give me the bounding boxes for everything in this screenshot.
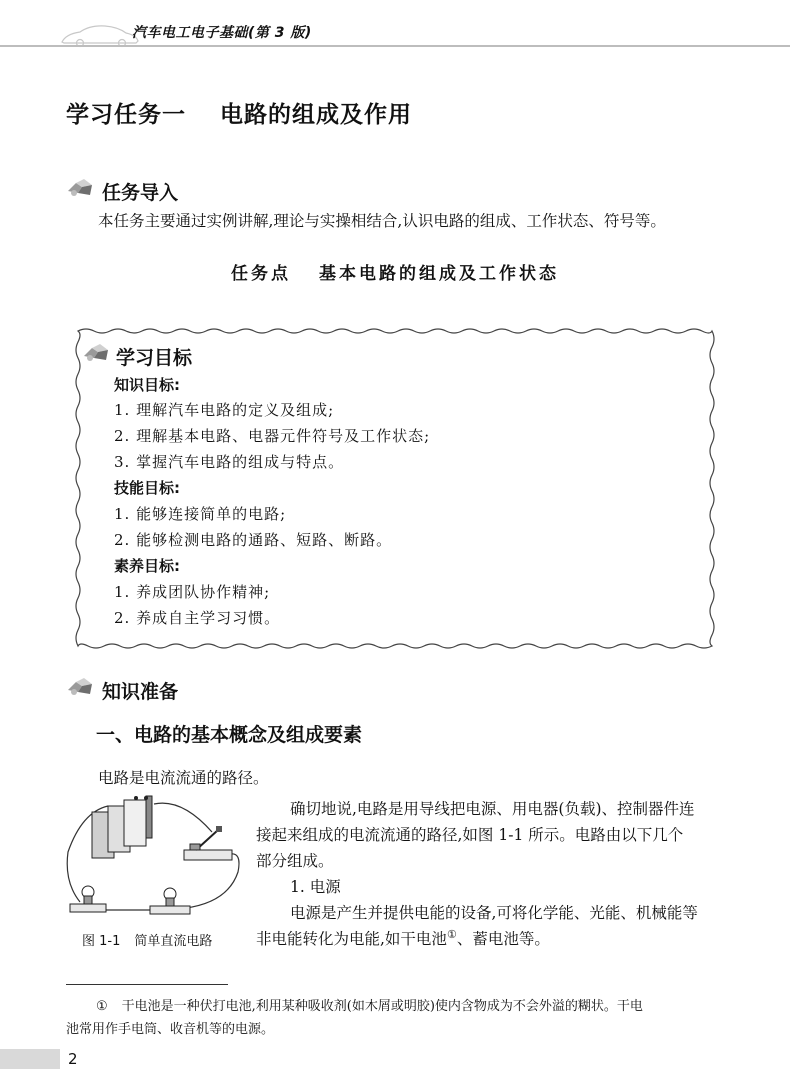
page-number-bar (0, 1049, 60, 1069)
knife-switch-icon (184, 826, 232, 860)
bulb-icon (150, 888, 190, 914)
figure-caption-text: 简单直流电路 (134, 934, 213, 949)
circuit-definition: 电路是电流流通的路径。 (98, 769, 269, 787)
knowledge-prep-heading: 知识准备 (102, 681, 179, 703)
quality-goals-title: 素养目标: (114, 557, 180, 575)
section-title: 一、电路的基本概念及组成要素 (96, 724, 363, 746)
figure-caption (82, 930, 212, 949)
footnote-line (96, 996, 643, 1018)
paragraph-text: 、蓄电池等。 (456, 930, 550, 948)
task-point-name: 基本电路的组成及工作状态 (319, 264, 559, 284)
footnote-rule (66, 984, 228, 985)
goals-puzzle-icon (82, 342, 112, 364)
knowledge-goals-title: 知识目标: (114, 376, 180, 394)
paragraph-text: 非电能转化为电能,如干电池 (256, 930, 447, 948)
paragraph-line: 部分组成。 (256, 852, 334, 870)
skill-goal-item: 2. 能够检测电路的通路、短路、断路。 (114, 531, 393, 549)
intro-text: 本任务主要通过实例讲解,理论与实操相结合,认识电路的组成、工作状态、符号等。 (98, 212, 666, 230)
knowledge-goal-item: 3. 掌握汽车电路的组成与特点。 (114, 453, 345, 471)
figure-number: 图 1-1 (82, 934, 121, 949)
paragraph-line: 接起来组成的电流流通的路径,如图 1-1 所示。电路由以下几个 (256, 826, 684, 844)
task-title (66, 96, 412, 129)
footnote-text: 干电池是一种伏打电池,利用某种吸收剂(如木屑或明胶)使内含物成为不会外溢的糊状。干电 (121, 999, 643, 1014)
header-rule (0, 45, 790, 47)
quality-goal-item: 2. 养成自主学习习惯。 (114, 609, 281, 627)
task-title-name: 电路的组成及作用 (220, 102, 412, 128)
simple-dc-circuit-figure (62, 792, 250, 922)
paragraph-line (256, 927, 550, 949)
paragraph-line: 电源是产生并提供电能的设备,可将化学能、光能、机械能等 (290, 904, 698, 922)
goals-heading: 学习目标 (116, 347, 193, 369)
task-point-label: 任务点 (231, 264, 291, 284)
running-header-title: 汽车电工电子基础(第 3 版) (132, 25, 312, 41)
task-title-label: 学习任务一 (66, 102, 186, 128)
task-point-title (0, 259, 790, 284)
footnote-marker: ① (96, 999, 108, 1014)
skill-goal-item: 1. 能够连接简单的电路; (114, 505, 287, 523)
quality-goal-item: 1. 养成团队协作精神; (114, 583, 271, 601)
page-number: 2 (68, 1050, 78, 1068)
paragraph-line: 确切地说,电路是用导线把电源、用电器(负载)、控制器件连 (290, 800, 695, 818)
battery-icon (92, 796, 152, 858)
bulb-icon (70, 886, 106, 912)
knowledge-goal-item: 2. 理解基本电路、电器元件符号及工作状态; (114, 427, 431, 445)
footnote-ref[interactable]: ① (446, 927, 457, 941)
footnote-line: 池常用作手电筒、收音机等的电源。 (66, 1022, 275, 1037)
skill-goals-title: 技能目标: (114, 479, 180, 497)
knowledge-goal-item: 1. 理解汽车电路的定义及组成; (114, 401, 335, 419)
knowledge-puzzle-icon (66, 676, 96, 698)
section-puzzle-icon (66, 177, 96, 199)
intro-heading: 任务导入 (102, 182, 179, 204)
item-title: 1. 电源 (290, 878, 341, 896)
